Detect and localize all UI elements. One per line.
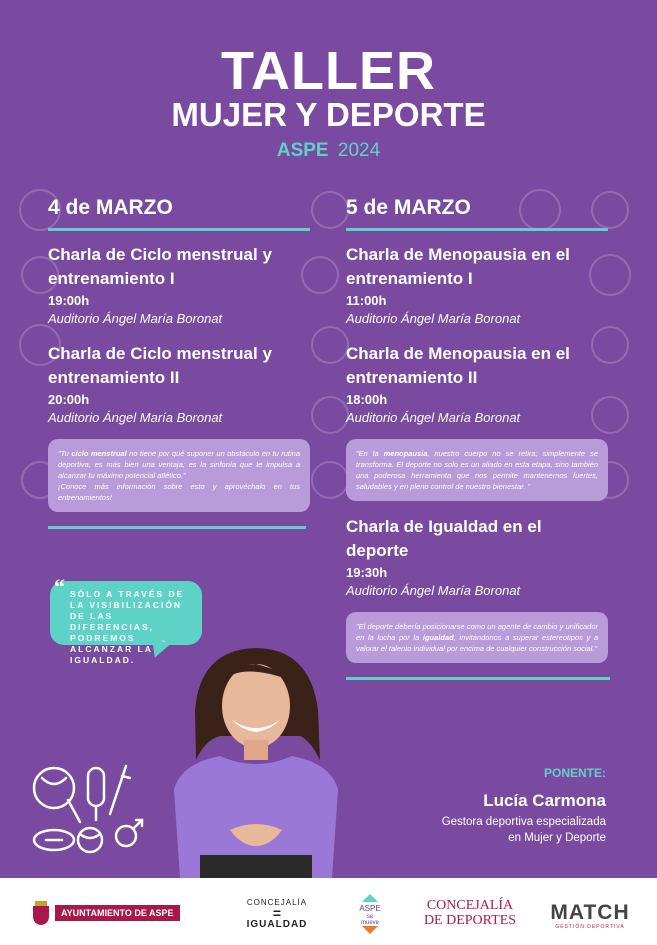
day2-column [346,196,608,680]
speaker-label: PONENTE: [543,766,606,780]
event-time: 11:00h [346,293,387,308]
title-main: TALLER [221,41,436,101]
event-item [346,515,608,598]
event-place: Auditorio Ángel María Boronat [346,583,521,598]
speech-bubble [50,574,202,665]
speaker-role-line: Gestora deportiva especializada [441,816,606,828]
aspe-se-mueve-icon [350,892,390,936]
event-title: Charla de Ciclo menstrual y entrenamiento II [48,344,272,387]
event-time: 19:00h [48,293,90,308]
logo-concejalia-deportes [420,898,520,928]
event-place: Auditorio Ángel María Boronat [346,410,521,425]
event-time: 18:00h [346,392,388,407]
quote-extra: ¡Conoce más información sobre esto y aprovéchalo en tus entrenamientos! [58,482,300,502]
concejalia-text: CONCEJALÍA [246,898,308,907]
quote-text: , invitándonos a superar estereotipos y a valorar el talento individual por encima de cualquier construcción social." [356,633,598,653]
event-time: 19:30h [346,565,388,580]
event-place: Auditorio Ángel María Boronat [48,410,223,425]
aspe-se-mueve-word: se [366,914,374,920]
close-quote-icon: ” [155,635,168,660]
day2-date: 5 de MARZO [346,196,608,231]
speaker-role-line: en Mujer y Deporte [508,832,606,844]
event-place: Auditorio Ángel María Boronat [346,311,521,326]
ayuntamiento-text: AYUNTAMIENTO DE ASPE [55,905,180,921]
quote-highlight: ciclo menstrual [71,449,127,458]
event-item [346,342,608,425]
event-title: Charla de Ciclo menstrual y entrenamiento I [48,245,272,288]
equals-icon: = [272,905,282,921]
quote-text: "Tu [58,449,72,458]
logo-aspe-se-mueve [350,892,390,941]
event-title: Charla de Igualdad en el deporte [346,517,542,560]
event-item [48,342,310,425]
divider [48,526,306,529]
logo-concejalia-igualdad [240,898,314,930]
quote-box-menopause [346,439,608,501]
deportes-text: DE DEPORTES [423,913,517,928]
event-title: Charla de Menopausia en el entrenamiento I [346,245,570,288]
quote-highlight: menopausia [383,449,428,458]
day1-column [48,196,310,529]
quote-text: , nuestro cuerpo no se retira; simplemente se transforma. El deporte no solo es un aliado en esta etapa, sino también una poderosa herramienta que nos permite mantenernos fuertes, saludables y en pleno control de nuestro bienestar. " [356,449,599,491]
coat-of-arms-icon [30,900,52,926]
quote-text: "En la [356,449,384,458]
quote-box-equality [346,612,608,663]
logos-footer [0,878,657,945]
deportes-text: CONCEJALÍA [426,898,514,913]
logo-match [540,902,640,930]
divider [346,677,610,680]
event-title: Charla de Menopausia en el entrenamiento II [346,344,570,387]
event-time: 20:00h [48,392,90,407]
match-text: MATCH [550,901,630,924]
year: 2024 [337,140,381,161]
event-item [346,243,608,326]
aspe-se-mueve-word: ASPE [359,904,381,913]
title-city-year [0,140,657,162]
speaker-role [380,814,606,846]
sports-equipment-icon [28,760,153,855]
event-item [48,243,310,326]
igualdad-text: IGUALDAD [246,919,308,930]
day1-date: 4 de MARZO [48,196,310,231]
bubble-text: SÓLO A TRAVÉS DE LA VISIBILIZACIÓN DE LAS DIFERENCIAS, PODREMOS ALCANZAR LA IGUALDAD. [70,589,185,665]
speaker-name: Lucía Carmona [483,791,606,810]
open-quote-icon: “ [54,574,67,599]
logo-ayuntamiento [30,900,180,926]
quote-text: no tiene por qué suponer un obstáculo en tu rutina deportiva, es más bien una ventaja; es la sinfonía que te impulsa a alcanzar tu máximo potencial atlético." [58,449,300,480]
title-subtitle: MUJER Y DEPORTE [171,96,486,133]
event-place: Auditorio Ángel María Boronat [48,311,223,326]
match-subtext: GESTIÓN DEPORTIVA [555,924,625,930]
aspe-se-mueve-word: mueve [360,920,380,926]
speaker-photo [160,640,360,878]
quote-text: "El deporte debería posicionarse como un agente de cambio y unificador en la lucha por la [356,622,598,642]
quote-highlight: igualdad [422,633,454,642]
city: ASPE [276,140,329,161]
quote-box-cycle [48,439,310,512]
